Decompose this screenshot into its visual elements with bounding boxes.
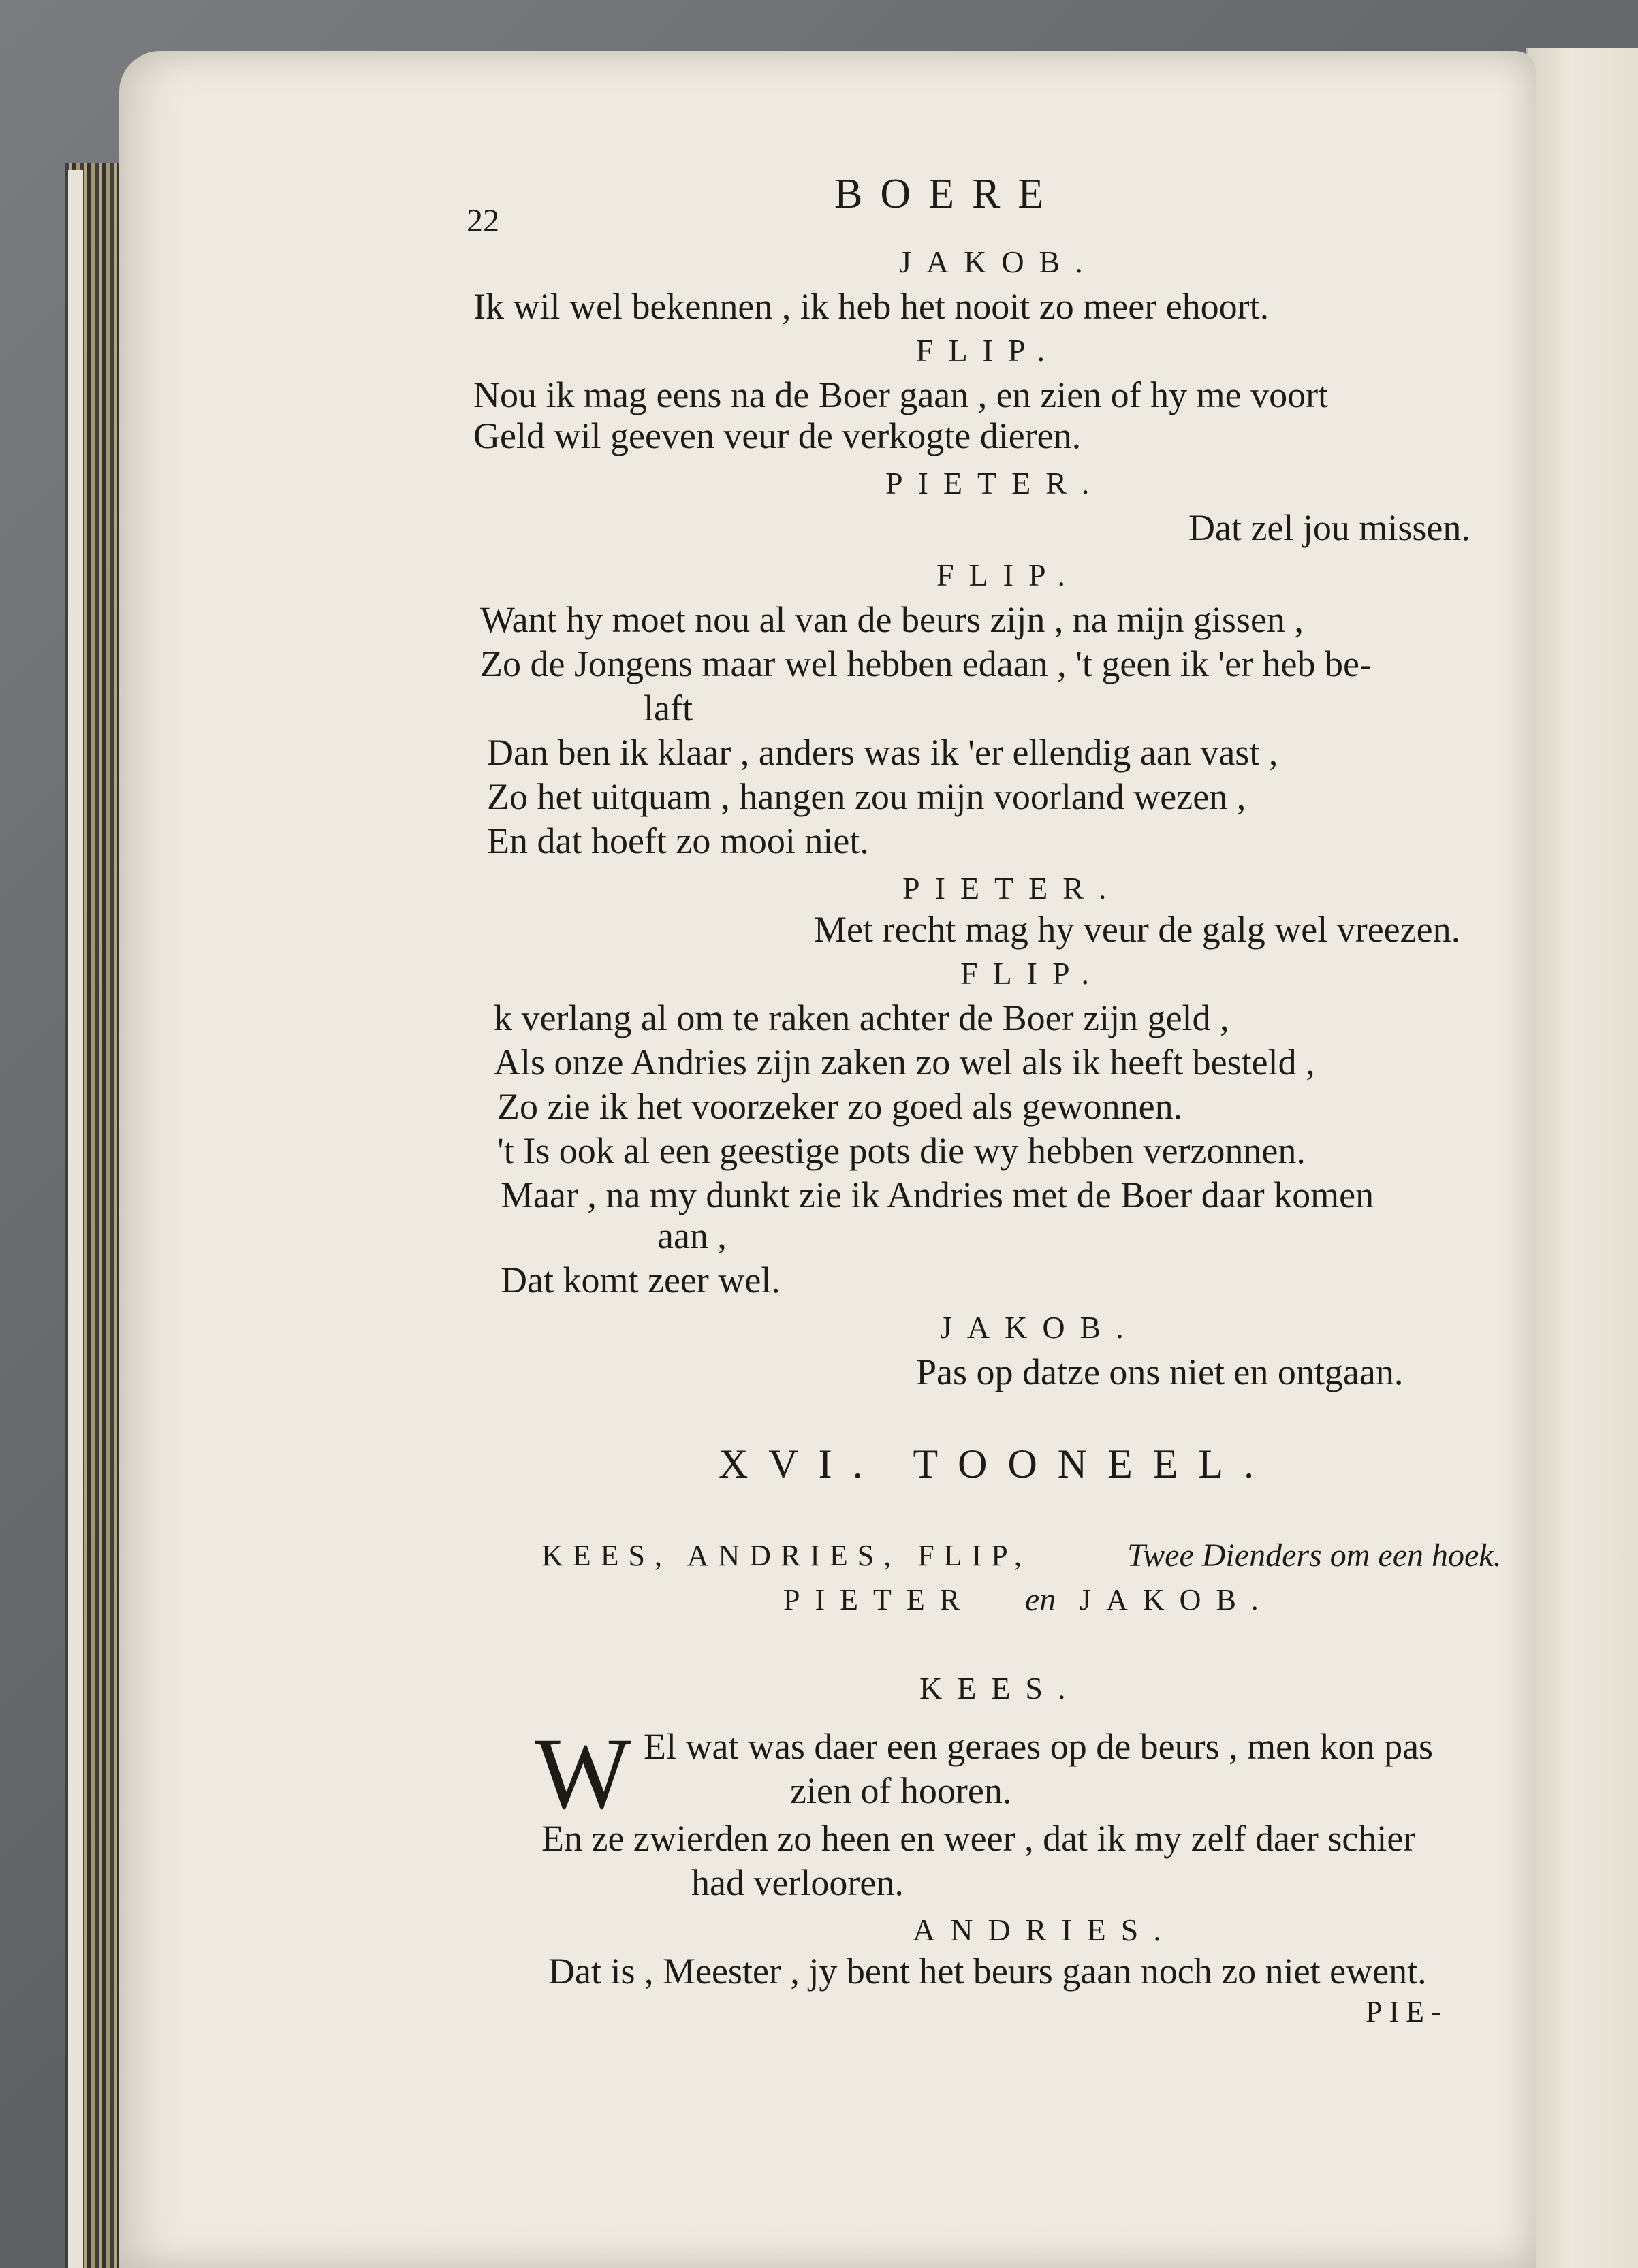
drop-capital: W: [535, 1717, 631, 1830]
speaker-label: JAKOB.: [899, 244, 1098, 279]
speaker-label: ANDRIES.: [913, 1913, 1176, 1947]
catchword: PIE-: [1366, 1995, 1448, 2028]
verse-line: Pas op datze ons niet en ontgaan.: [916, 1352, 1404, 1392]
verse-line: Dat komt zeer wel.: [501, 1260, 781, 1300]
speaker-label: FLIP.: [960, 956, 1104, 991]
running-title: BOERE: [834, 171, 1062, 217]
speaker-label: KEES.: [919, 1671, 1081, 1706]
speaker-label: PIETER.: [885, 466, 1105, 500]
speaker-label: JAKOB.: [940, 1310, 1139, 1345]
verse-line: zien of hooren.: [790, 1770, 1012, 1811]
speaker-label: PIETER.: [902, 871, 1122, 906]
cast-list-italic: Twee Dienders om een hoek.: [1127, 1537, 1502, 1574]
cast-list: PIETER: [783, 1583, 975, 1616]
verse-line: Dat zel jou missen.: [1188, 507, 1470, 548]
verse-line: Geld wil geeven veur de verkogte dieren.: [473, 415, 1082, 456]
page-number: 22: [467, 203, 499, 239]
facing-page-edge: [1526, 48, 1638, 2268]
verse-line: Zo de Jongens maar wel hebben edaan , 't geen ik 'er heb be-: [480, 643, 1372, 684]
verse-line: En dat hoeft zo mooi niet.: [487, 820, 869, 861]
verse-line: laft: [644, 688, 693, 729]
verse-line: 't Is ook al een geestige pots die wy hebben verzonnen.: [497, 1130, 1306, 1171]
verse-line: Zo zie ik het voorzeker zo goed als gewonnen.: [497, 1086, 1183, 1127]
verse-line: El wat was daer een geraes op de beurs , men kon pas: [644, 1726, 1434, 1767]
cast-list-italic: en: [1025, 1582, 1056, 1618]
verse-line: En ze zwierden zo heen en weer , dat ik my zelf daer schier: [541, 1818, 1416, 1859]
verse-line: Ik wil wel bekennen , ik heb het nooit zo meer ehoort.: [473, 286, 1270, 327]
verse-line: Dan ben ik klaar , anders was ik 'er ellendig aan vast ,: [487, 732, 1278, 773]
verse-line: Zo het uitquam , hangen zou mijn voorland wezen ,: [487, 776, 1246, 817]
speaker-label: FLIP.: [916, 333, 1060, 368]
verse-line: Nou ik mag eens na de Boer gaan , en zien of hy me voort: [473, 374, 1329, 415]
verse-line: Als onze Andries zijn zaken zo wel als ik heeft besteld ,: [494, 1042, 1315, 1083]
verse-line: Want hy moet nou al van de beurs zijn , na mijn gissen ,: [480, 599, 1304, 640]
verse-line: Maar , na my dunkt zie ik Andries met de Boer daar komen: [501, 1175, 1374, 1215]
verse-line: Met recht mag hy veur de galg wel vreezen.: [814, 909, 1461, 950]
verse-line: k verlang al om te raken achter de Boer zijn geld ,: [494, 997, 1229, 1038]
book-page: [119, 51, 1536, 2268]
speaker-label: FLIP.: [936, 558, 1080, 592]
verse-line: had verlooren.: [691, 1862, 904, 1903]
page-stack-edge: [68, 170, 83, 2268]
verse-line: aan ,: [657, 1215, 727, 1256]
scene-title: XVI. TOONEEL.: [719, 1441, 1275, 1486]
verse-line: Dat is , Meester , jy bent het beurs gaan noch zo niet ewent.: [548, 1951, 1427, 1992]
cast-list: KEES, ANDRIES, FLIP,: [541, 1539, 1031, 1572]
cast-list: JAKOB.: [1080, 1583, 1274, 1616]
